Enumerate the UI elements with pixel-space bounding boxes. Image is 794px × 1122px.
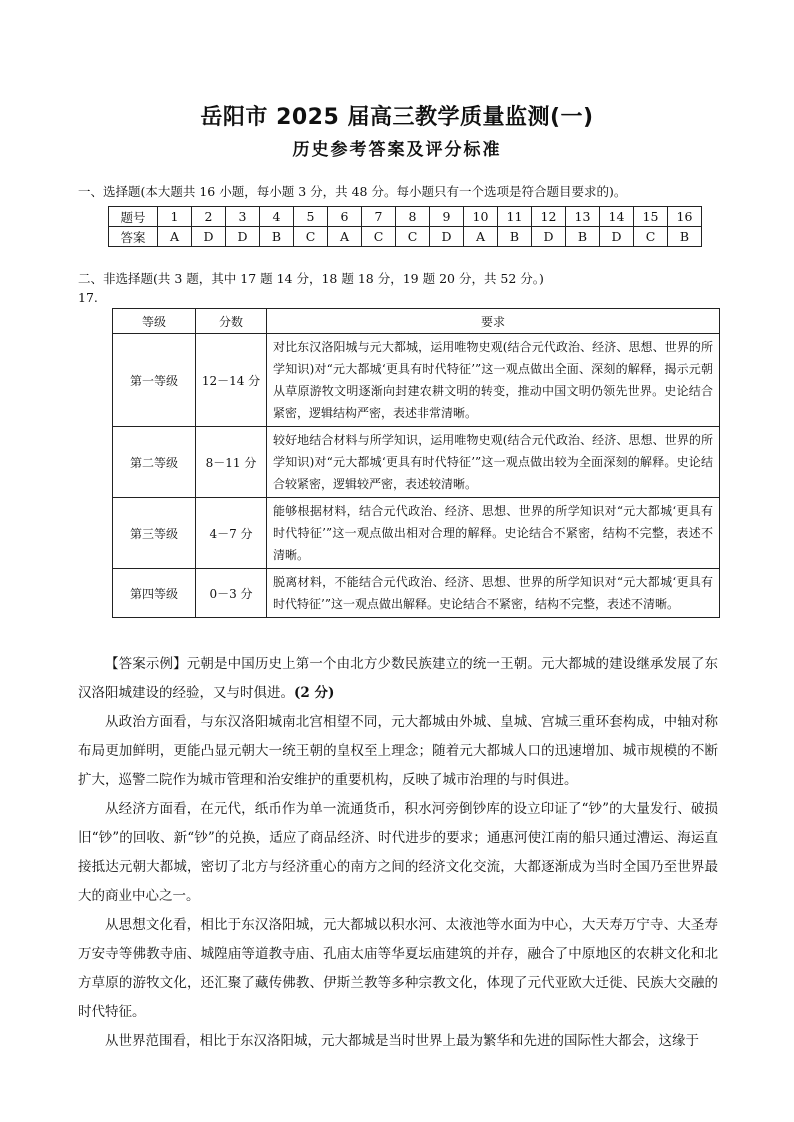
score-cell: 12－14 分 bbox=[196, 334, 267, 427]
grading-row bbox=[113, 334, 720, 427]
answer-row bbox=[109, 227, 702, 247]
answer-cell: B bbox=[498, 227, 532, 247]
section1-heading: 一、选择题(本大题共 16 小题，每小题 3 分，共 48 分。每小题只有一个选项是符合题目要求的)。 bbox=[78, 184, 627, 199]
header-score: 分数 bbox=[196, 309, 267, 334]
grade-cell: 第二等级 bbox=[113, 427, 196, 498]
answer-key-table bbox=[108, 206, 702, 247]
answer-cell: B bbox=[668, 227, 702, 247]
question-number-cell: 1 bbox=[158, 207, 192, 227]
answer-paragraph-economy: 从经济方面看，在元代，纸币作为单一流通货币，积水河旁倒钞库的设立印证了“钞”的大量发行、破损旧“钞”的回收、新“钞”的兑换，适应了商品经济、时代进步的要求；通惠河使江南的船只通过漕运、海运直接抵达元朝大都城，密切了北方与经济重心的南方之间的经济文化交流，大都逐渐成为当时全国乃至世界最大的商业中心之一。 bbox=[78, 801, 718, 904]
document-title: 岳阳市 2025 届高三教学质量监测(一) bbox=[200, 105, 594, 130]
answer-paragraph-1 bbox=[78, 650, 718, 708]
answer-cell: D bbox=[226, 227, 260, 247]
answer-cell: B bbox=[566, 227, 600, 247]
answer-cell: A bbox=[158, 227, 192, 247]
answer-cell: B bbox=[260, 227, 294, 247]
answer-label: 答案 bbox=[109, 227, 158, 247]
grade-cell: 第三等级 bbox=[113, 498, 196, 569]
answer-paragraph-culture: 从思想文化看，相比于东汉洛阳城，元大都城以积水河、太液池等水面为中心，大天寿万宁寺、大圣寿万安寺等佛教寺庙、城隍庙等道教寺庙、孔庙太庙等华夏坛庙建筑的并存，融合了中原地区的农耕文化和北方草原的游牧文化，还汇聚了藏传佛教、伊斯兰教等多种宗教文化，体现了元代亚欧大迁徙、民族大交融的时代特征。 bbox=[78, 917, 718, 1020]
question-number-cell: 2 bbox=[192, 207, 226, 227]
answer-example bbox=[78, 650, 718, 1056]
score-cell: 4－7 分 bbox=[196, 498, 267, 569]
question-number-cell: 7 bbox=[362, 207, 396, 227]
grading-row bbox=[113, 427, 720, 498]
answer-cell: C bbox=[362, 227, 396, 247]
requirement-cell: 对比东汉洛阳城与元大都城，运用唯物史观(结合元代政治、经济、思想、世界的所学知识)对“元大都城‘更具有时代特征’”这一观点做出全面、深刻的解释，揭示元朝从草原游牧文明逐渐向封建农耕文明的转变，推动中国文明仍领先世界。史论结合紧密，逻辑结构严密，表述非常清晰。 bbox=[267, 334, 720, 427]
header-requirement: 要求 bbox=[267, 309, 720, 334]
answer-cell: C bbox=[396, 227, 430, 247]
question-number-cell: 3 bbox=[226, 207, 260, 227]
question-number-cell: 4 bbox=[260, 207, 294, 227]
document-subtitle: 历史参考答案及评分标准 bbox=[292, 140, 502, 160]
requirement-cell: 能够根据材料，结合元代政治、经济、思想、世界的所学知识对“元大都城‘更具有时代特征’”这一观点做出相对合理的解释。史论结合不紧密，结构不完整，表述不清晰。 bbox=[267, 498, 720, 569]
question-number-label: 题号 bbox=[109, 207, 158, 227]
score-note: (2 分) bbox=[294, 685, 335, 701]
header-grade: 等级 bbox=[113, 309, 196, 334]
question-number-cell: 10 bbox=[464, 207, 498, 227]
requirement-cell: 较好地结合材料与所学知识，运用唯物史观(结合元代政治、经济、思想、世界的所学知识)对“元大都城‘更具有时代特征’”这一观点做出较为全面深刻的解释。史论结合较紧密，逻辑较严密，表述较清晰。 bbox=[267, 427, 720, 498]
answer-cell: D bbox=[532, 227, 566, 247]
question-number: 17. bbox=[78, 290, 98, 305]
grade-cell: 第四等级 bbox=[113, 569, 196, 618]
answer-intro-text: 【答案示例】元朝是中国历史上第一个由北方少数民族建立的统一王朝。元大都城的建设继承发展了东汉洛阳城建设的经验，又与时俱进。 bbox=[78, 656, 718, 701]
requirement-cell: 脱离材料，不能结合元代政治、经济、思想、世界的所学知识对“元大都城‘更具有时代特征’”这一观点做出解释。史论结合不紧密，结构不完整，表述不清晰。 bbox=[267, 569, 720, 618]
question-number-cell: 9 bbox=[430, 207, 464, 227]
question-number-cell: 11 bbox=[498, 207, 532, 227]
answer-cell: A bbox=[464, 227, 498, 247]
answer-paragraph-world: 从世界范围看，相比于东汉洛阳城，元大都城是当时世界上最为繁华和先进的国际性大都会，这缘于 bbox=[105, 1033, 699, 1049]
question-number-cell: 15 bbox=[634, 207, 668, 227]
question-number-cell: 16 bbox=[668, 207, 702, 227]
answer-paragraph-politics: 从政治方面看，与东汉洛阳城南北宫相望不同，元大都城由外城、皇城、宫城三重环套构成，中轴对称布局更加鲜明，更能凸显元朝大一统王朝的皇权至上理念；随着元大都城人口的迅速增加、城市规模的不断扩大，巡警二院作为城市管理和治安维护的重要机构，反映了城市治理的与时俱进。 bbox=[78, 714, 718, 788]
question-number-row bbox=[109, 207, 702, 227]
score-cell: 8－11 分 bbox=[196, 427, 267, 498]
answer-cell: D bbox=[192, 227, 226, 247]
question-number-cell: 13 bbox=[566, 207, 600, 227]
answer-cell: C bbox=[294, 227, 328, 247]
section2-heading: 二、非选择题(共 3 题，其中 17 题 14 分，18 题 18 分，19 题 20 分，共 52 分。) bbox=[78, 271, 544, 286]
answer-cell: C bbox=[634, 227, 668, 247]
score-cell: 0－3 分 bbox=[196, 569, 267, 618]
grading-row bbox=[113, 498, 720, 569]
question-number-cell: 8 bbox=[396, 207, 430, 227]
question-number-cell: 5 bbox=[294, 207, 328, 227]
question-number-cell: 12 bbox=[532, 207, 566, 227]
question-number-cell: 14 bbox=[600, 207, 634, 227]
grade-cell: 第一等级 bbox=[113, 334, 196, 427]
grading-table bbox=[112, 308, 720, 618]
answer-cell: D bbox=[600, 227, 634, 247]
answer-cell: A bbox=[328, 227, 362, 247]
question-number-cell: 6 bbox=[328, 207, 362, 227]
grading-row bbox=[113, 569, 720, 618]
grading-table-header bbox=[113, 309, 720, 334]
answer-cell: D bbox=[430, 227, 464, 247]
